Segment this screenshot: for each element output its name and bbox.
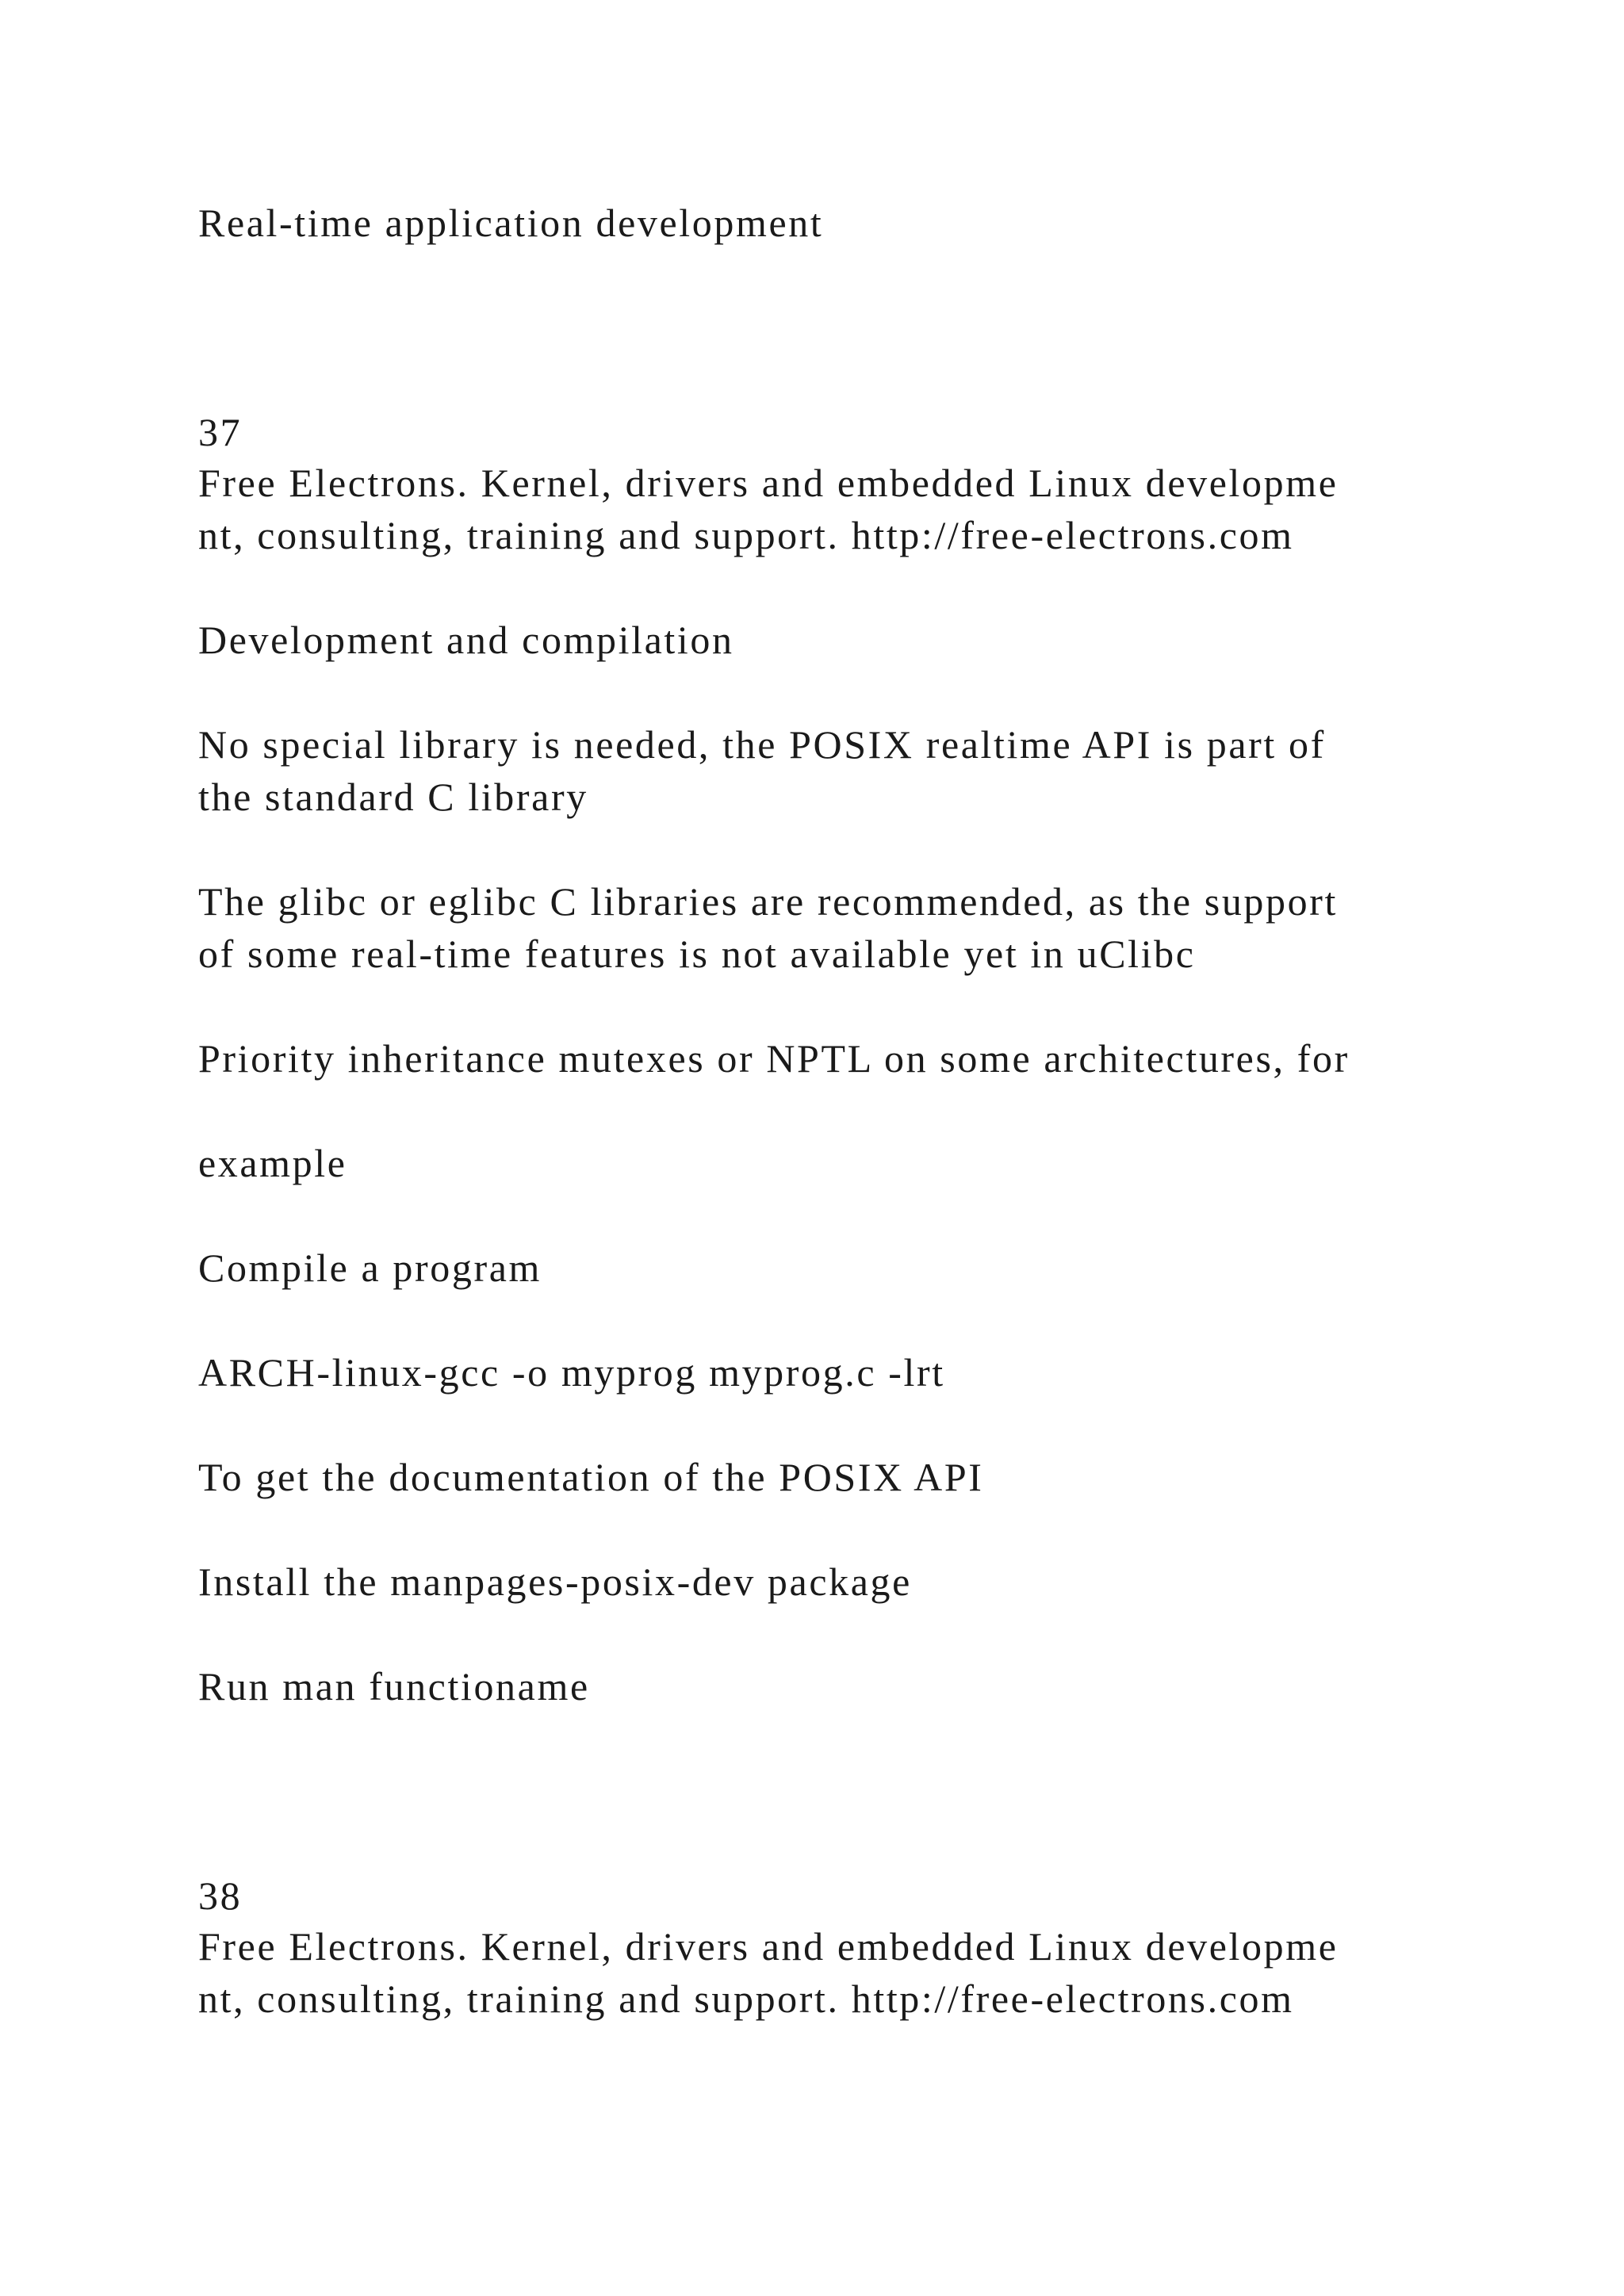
docs-step-2: Run man functioname [198,1664,590,1709]
footer-line-2: nt, consulting, training and support. http://free-electrons.com [198,513,1294,557]
compile-command: ARCH-linux-gcc -o myprog myprog.c -lrt [198,1350,945,1395]
page-number-38: 38 [198,1873,243,1918]
footer-line-2: nt, consulting, training and support. http://free-electrons.com [198,1976,1294,2021]
docs-step-1: Install the manpages-posix-dev package [198,1559,912,1604]
paragraph-3-line-2: example [198,1141,347,1185]
footer-line-1: Free Electrons. Kernel, drivers and embedded Linux developme [198,461,1339,505]
docs-title: To get the documentation of the POSIX API [198,1455,984,1499]
paragraph-1-line-1: No special library is needed, the POSIX realtime API is part of [198,722,1326,767]
compile-title: Compile a program [198,1246,542,1290]
paragraph-1-line-2: the standard C library [198,775,588,819]
paragraph-2-line-2: of some real-time features is not available yet in uClibc [198,932,1196,976]
paragraph-2-line-1: The glibc or eglibc C libraries are recommended, as the support [198,879,1338,924]
paragraph-3-line-1: Priority inheritance mutexes or NPTL on some architectures, for [198,1036,1350,1081]
section-title: Development and compilation [198,618,734,662]
footer-line-1: Free Electrons. Kernel, drivers and embedded Linux developme [198,1924,1339,1969]
page-number-37: 37 [198,410,243,454]
page-heading: Real-time application development [198,201,824,245]
